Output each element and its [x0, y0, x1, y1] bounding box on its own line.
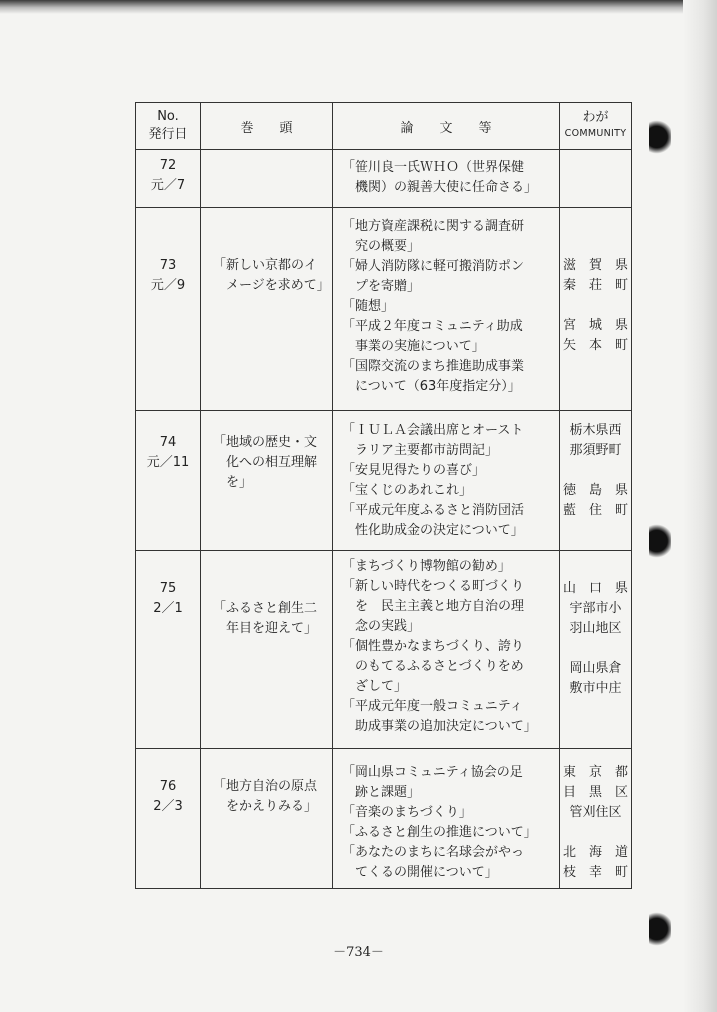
community-cell: [560, 411, 632, 551]
issue-date: 元／9: [150, 278, 186, 293]
articles-cell: [333, 150, 560, 208]
header-no-label: No.: [157, 109, 179, 124]
binder-hole-top: [649, 118, 671, 156]
article-line: 「婦人消防隊に軽可搬消防ポン: [342, 259, 525, 274]
community-line: 枝 幸 町: [562, 865, 628, 880]
article-line: 「ＩＵＬＡ会議出席とオースト: [342, 423, 524, 438]
article-line: 事業の実施について」: [355, 339, 485, 354]
article-line: 「新しい時代をつくる町づくり: [342, 579, 525, 594]
head-cell: [201, 749, 333, 889]
issue-number: 72: [159, 158, 177, 173]
head-line: 化への相互理解: [226, 455, 318, 470]
community-line: 藍 住 町: [562, 503, 628, 518]
community-spacer: [560, 639, 631, 659]
publication-table: [135, 102, 632, 889]
community-line: 北 海 道: [562, 845, 628, 860]
article-line: を 民主主義と地方自治の理: [355, 599, 525, 614]
community-line: 秦 荘 町: [562, 278, 628, 293]
issue-cell: [136, 411, 201, 551]
article-line: 「笹川良一氏ＷＨＯ（世界保健: [342, 160, 525, 175]
articles-cell: [333, 551, 560, 749]
community-line: 矢 本 町: [562, 338, 628, 353]
table-header-row: [136, 103, 632, 150]
article-line: ざして」: [355, 679, 408, 694]
issue-cell: [136, 551, 201, 749]
table-row: [136, 551, 632, 749]
community-line: 栃木県西: [569, 423, 622, 438]
article-line: 機関）の親善大使に任命さる」: [355, 180, 538, 195]
community-spacer: [560, 296, 631, 316]
head-cell: [201, 551, 333, 749]
header-community: [560, 103, 632, 150]
community-line: 目 黒 区: [562, 785, 628, 800]
page-number: －734－: [333, 945, 384, 960]
article-line: 「音楽のまちづくり」: [342, 805, 472, 820]
community-cell: [560, 150, 632, 208]
article-line: 「平成２年度コミュニティ助成: [342, 319, 523, 334]
head-cell: [201, 150, 333, 208]
article-line: ラリア主要都市訪問記」: [355, 443, 499, 458]
head-line: メージを求めて」: [226, 278, 330, 293]
community-line: 山 口 県: [562, 581, 628, 596]
head-line: 「地方自治の原点: [213, 779, 318, 794]
table-row: [136, 150, 632, 208]
table-row: [136, 411, 632, 551]
community-spacer: [560, 823, 631, 843]
article-line: てくるの開催について」: [355, 865, 498, 880]
header-no-date: [136, 103, 201, 150]
head-line: 年目を迎えて」: [226, 621, 318, 636]
issue-cell: [136, 150, 201, 208]
issue-number: 76: [159, 779, 177, 794]
issue-date: 元／11: [146, 455, 190, 470]
article-line: 「平成元年度一般コミュニティ: [342, 699, 523, 714]
article-line: 究の概要」: [355, 239, 421, 254]
issue-number: 74: [159, 435, 177, 450]
scan-edge-right: [683, 0, 717, 1012]
article-line: 「個性豊かなまちづくり、誇り: [342, 639, 524, 654]
article-line: 「安見児得たりの喜び」: [342, 463, 486, 478]
community-line: 羽山地区: [569, 621, 622, 636]
issue-date: 2／3: [153, 799, 183, 814]
head-line: 「ふるさと創生二: [213, 601, 318, 616]
community-line: 宮 城 県: [562, 318, 628, 333]
community-line: 徳 島 県: [562, 483, 628, 498]
article-line: 「ふるさと創生の推進について」: [342, 825, 537, 840]
community-spacer: [560, 461, 631, 481]
community-line: 管刈住区: [569, 805, 622, 820]
header-community-line2: COMMUNITY: [564, 128, 627, 139]
articles-cell: [333, 411, 560, 551]
head-cell: [201, 411, 333, 551]
issue-number: 73: [159, 258, 177, 273]
article-line: 「随想」: [342, 299, 395, 314]
table-row: [136, 749, 632, 889]
issue-cell: [136, 208, 201, 411]
header-community-line1: わが: [582, 110, 609, 125]
head-line: 「新しい京都のイ: [213, 258, 318, 273]
article-line: 「平成元年度ふるさと消防団活: [342, 503, 525, 518]
community-line: 滋 賀 県: [562, 258, 628, 273]
article-line: 「国際交流のまち推進助成事業: [342, 359, 525, 374]
article-line: プを寄贈」: [355, 279, 421, 294]
articles-cell: [333, 749, 560, 889]
binder-hole-middle: [649, 522, 671, 560]
scan-edge-top: [0, 0, 717, 14]
article-line: 跡と課題」: [355, 785, 421, 800]
header-articles-label: 論 文 等: [333, 103, 560, 150]
community-cell: [560, 208, 632, 411]
article-line: 「宝くじのあれこれ」: [342, 483, 473, 498]
article-line: 念の実践」: [355, 619, 421, 634]
article-line: 「まちづくり博物館の勧め」: [342, 559, 511, 574]
community-line: 東 京 都: [562, 765, 628, 780]
article-line: 「岡山県コミュニティ協会の足: [342, 765, 523, 780]
community-line: 宇部市小: [569, 601, 622, 616]
header-date-label: 発行日: [148, 127, 188, 142]
issue-number: 75: [159, 581, 177, 596]
community-cell: [560, 749, 632, 889]
article-line: 性化助成金の決定について」: [355, 523, 524, 538]
articles-cell: [333, 208, 560, 411]
community-cell: [560, 551, 632, 749]
header-head-label: 巻 頭: [201, 103, 333, 150]
head-line: 「地域の歴史・文: [213, 435, 318, 450]
article-line: 「地方資産課税に関する調査研: [342, 219, 525, 234]
community-line: 敷市中庄: [569, 681, 622, 696]
issue-date: 元／7: [150, 178, 186, 193]
head-cell: [201, 208, 333, 411]
article-line: 「あなたのまちに名球会がやっ: [342, 845, 525, 860]
table-row: [136, 208, 632, 411]
issue-cell: [136, 749, 201, 889]
article-line: のもてるふるさとづくりをめ: [355, 659, 524, 674]
article-line: について（63年度指定分）」: [355, 379, 521, 394]
article-line: 助成事業の追加決定について」: [355, 719, 537, 734]
head-line: を」: [226, 475, 253, 490]
head-line: をかえりみる」: [226, 799, 318, 814]
community-line: 那須野町: [569, 443, 622, 458]
community-line: 岡山県倉: [569, 661, 622, 676]
issue-date: 2／1: [153, 601, 183, 616]
